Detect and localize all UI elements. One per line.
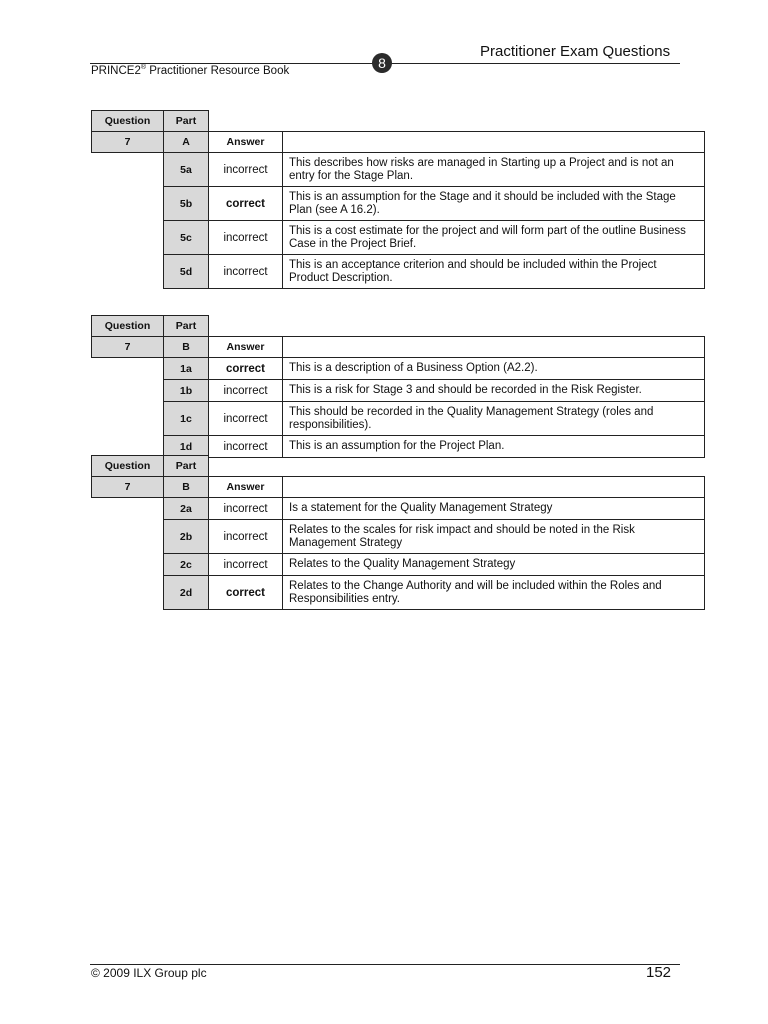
row-answer: incorrect [209, 520, 283, 554]
row-explanation: This is an assumption for the Project Plan. [283, 436, 705, 458]
table-row [92, 221, 705, 255]
table-header-row [92, 477, 705, 498]
question-label: Question [92, 111, 164, 132]
answer-table [91, 110, 705, 289]
row-part: 5d [164, 255, 209, 289]
part-letter: B [164, 337, 209, 358]
answer-table [91, 315, 705, 458]
row-part: 2a [164, 498, 209, 520]
row-explanation: This is an acceptance criterion and should be included within the Project Product Description. [283, 255, 705, 289]
table-row [92, 187, 705, 221]
part-letter: B [164, 477, 209, 498]
answer-label: Answer [209, 337, 283, 358]
table-row [92, 498, 705, 520]
chapter-badge: 8 [372, 53, 392, 73]
row-answer: incorrect [209, 153, 283, 187]
row-part: 2d [164, 576, 209, 610]
row-part: 1b [164, 380, 209, 402]
row-explanation: This is a risk for Stage 3 and should be recorded in the Risk Register. [283, 380, 705, 402]
row-explanation: Relates to the scales for risk impact and should be noted in the Risk Management Strategy [283, 520, 705, 554]
row-answer: incorrect [209, 436, 283, 458]
table-row [92, 358, 705, 380]
table-row [92, 255, 705, 289]
row-part: 5c [164, 221, 209, 255]
question-number: 7 [92, 132, 164, 153]
answer-table [91, 455, 705, 610]
row-explanation: This is a cost estimate for the project and will form part of the outline Business Case in the Project Brief. [283, 221, 705, 255]
row-part: 1a [164, 358, 209, 380]
row-answer: incorrect [209, 221, 283, 255]
table-row [92, 153, 705, 187]
row-explanation: This is a description of a Business Option (A2.2). [283, 358, 705, 380]
row-explanation: Relates to the Quality Management Strategy [283, 554, 705, 576]
part-label: Part [164, 111, 209, 132]
question-label: Question [92, 456, 164, 477]
question-number: 7 [92, 477, 164, 498]
question-number: 7 [92, 337, 164, 358]
row-answer: correct [209, 187, 283, 221]
row-answer: correct [209, 358, 283, 380]
part-label: Part [164, 456, 209, 477]
section-title: Practitioner Exam Questions [480, 43, 671, 60]
answer-label: Answer [209, 132, 283, 153]
row-answer: incorrect [209, 402, 283, 436]
row-part: 2c [164, 554, 209, 576]
row-answer: incorrect [209, 554, 283, 576]
row-part: 5a [164, 153, 209, 187]
row-part: 1d [164, 436, 209, 458]
part-letter: A [164, 132, 209, 153]
book-title [91, 64, 289, 77]
page-number: 152 [646, 964, 672, 981]
table-label-row [92, 456, 705, 477]
row-part: 5b [164, 187, 209, 221]
row-part: 1c [164, 402, 209, 436]
table-header-row [92, 337, 705, 358]
row-explanation: This is an assumption for the Stage and it should be included with the Stage Plan (see A 16.2). [283, 187, 705, 221]
row-answer: incorrect [209, 255, 283, 289]
copyright: © 2009 ILX Group plc [91, 966, 207, 980]
table-row [92, 554, 705, 576]
table-row [92, 380, 705, 402]
row-explanation: This describes how risks are managed in Starting up a Project and is not an entry for the Stage Plan. [283, 153, 705, 187]
row-answer: incorrect [209, 380, 283, 402]
row-explanation: This should be recorded in the Quality Management Strategy (roles and responsibilities). [283, 402, 705, 436]
answer-label: Answer [209, 477, 283, 498]
part-label: Part [164, 316, 209, 337]
table-label-row [92, 316, 705, 337]
question-label: Question [92, 316, 164, 337]
book-name: PRINCE2 [91, 64, 141, 77]
table-row [92, 402, 705, 436]
table-header-row [92, 132, 705, 153]
table-row [92, 576, 705, 610]
row-answer: correct [209, 576, 283, 610]
row-part: 2b [164, 520, 209, 554]
row-explanation: Is a statement for the Quality Management Strategy [283, 498, 705, 520]
table-label-row [92, 111, 705, 132]
book-suffix: Practitioner Resource Book [146, 64, 290, 77]
registered-mark: ® [140, 64, 147, 71]
row-explanation: Relates to the Change Authority and will be included within the Roles and Responsibilities entry. [283, 576, 705, 610]
row-answer: incorrect [209, 498, 283, 520]
table-row [92, 520, 705, 554]
footer-rule [90, 964, 680, 965]
